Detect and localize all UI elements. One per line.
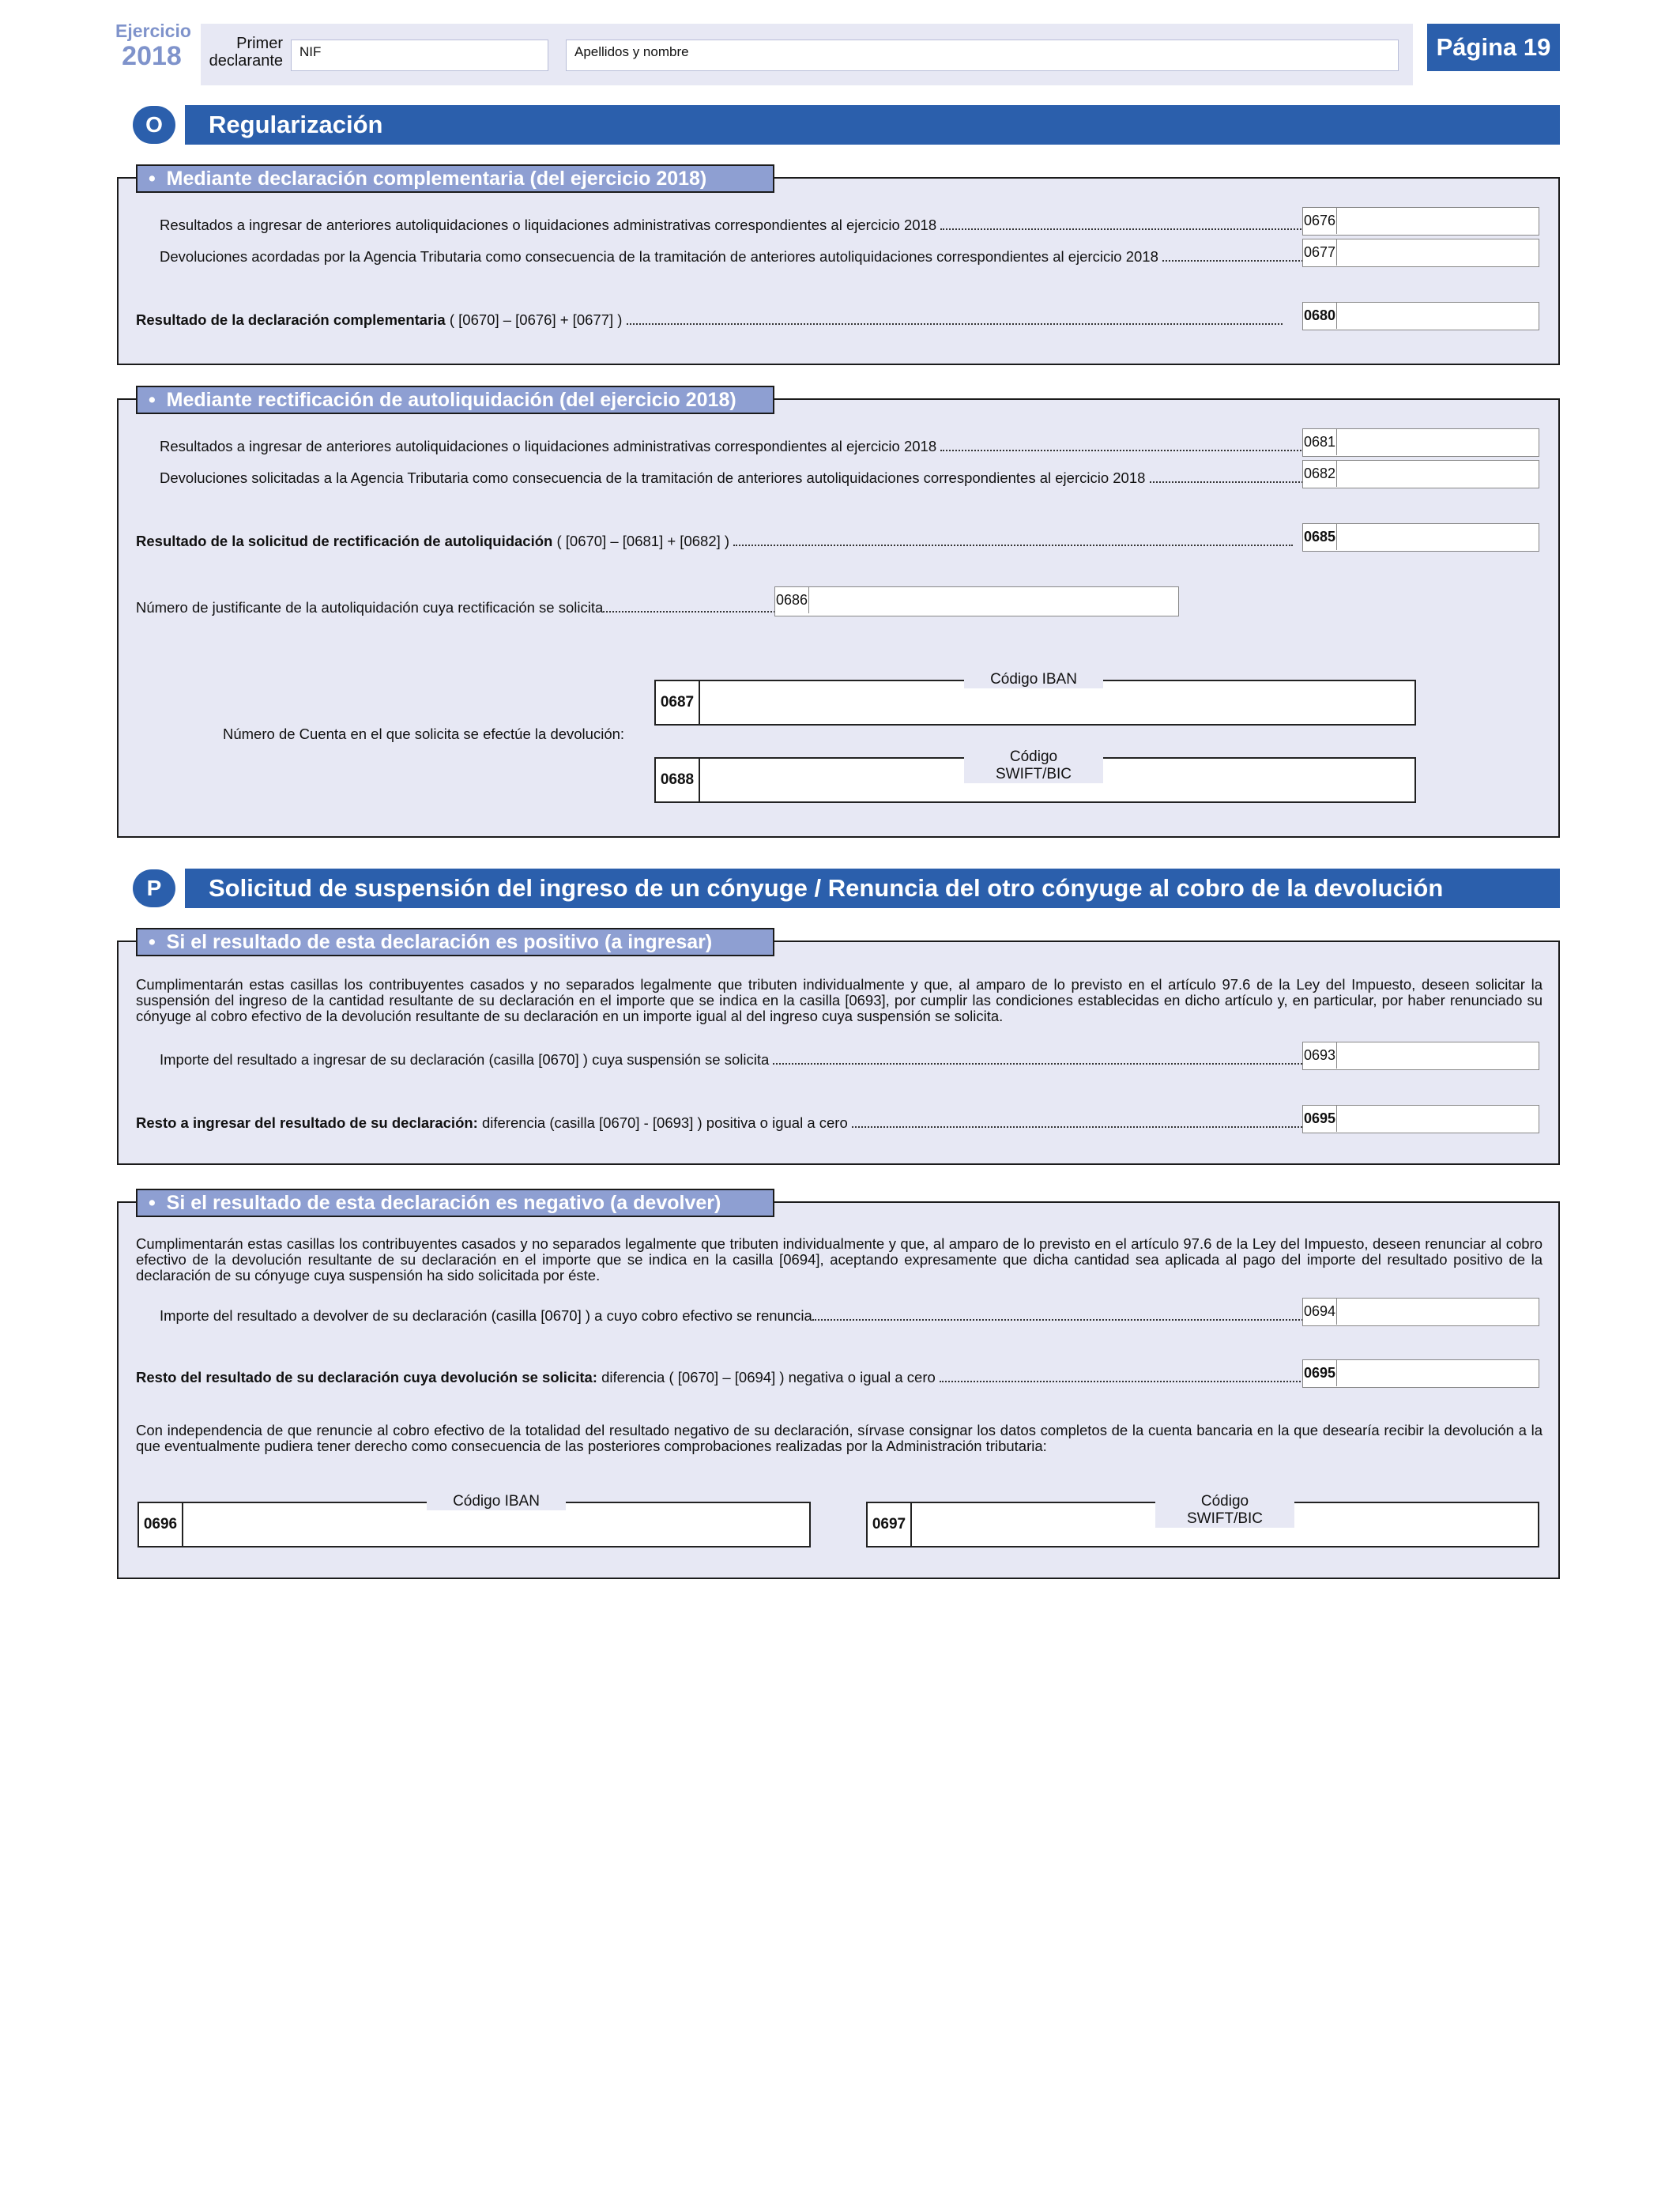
complementaria-box	[117, 177, 1560, 365]
negativo-paragraph: Cumplimentarán estas casillas los contribuyentes casados y no separados legalmente que tributen individualmente y que, al amparo de lo previsto en el artículo 97.6 de la Ley del Impuesto, deseen renunciar al cobro efectivo de la devolución resultante de su declaración en el importe que se indica en la casilla [0694], aceptando expresamente que dicha cantidad sea aplicada al pago del importe del resultado positivo de la declaración de su cónyuge cuya suspensión ha sido solicitada por éste.	[136, 1235, 1543, 1284]
field-0680[interactable]: 0680	[1302, 302, 1539, 330]
row-0693-label: Importe del resultado a ingresar de su declaración (casilla [0670] ) cuya suspensión se solicita	[160, 1051, 1290, 1069]
section-o-letter: O	[133, 106, 175, 144]
iban-label: Código IBAN	[964, 671, 1103, 688]
row-0695-negativo-label: Resto del resultado de su declaración cuya devolución se solicita: diferencia ( [0670] – [0694] ) negativa o igual a cero	[136, 1369, 1290, 1386]
negativo-tab: • Si el resultado de esta declaración es negativo (a devolver)	[136, 1189, 774, 1217]
row-0695-positivo-label: Resto a ingresar del resultado de su declaración: diferencia (casilla [0670] - [0693] ) positiva o igual a cero	[136, 1114, 1290, 1132]
field-0687-iban[interactable]: 0687	[654, 680, 1416, 726]
cuenta-paragraph: Con independencia de que renuncie al cobro efectivo de la totalidad del resultado negativo de su declaración, sírvase consignar los datos completos de la cuenta bancaria en la que desearía recibir la devolución a la que eventualmente pudiera tener derecho como consecuencia de las posteriores comprobaciones realizadas por la Administración tributaria:	[136, 1422, 1543, 1454]
apellidos-nombre-field[interactable]: Apellidos y nombre	[566, 40, 1399, 71]
row-0676-label: Resultados a ingresar de anteriores autoliquidaciones o liquidaciones administrativas correspondientes al ejercicio 2018	[160, 217, 1290, 234]
field-0686[interactable]: 0686	[774, 586, 1179, 616]
field-0695-positivo[interactable]: 0695	[1302, 1105, 1539, 1133]
section-p-letter: P	[133, 869, 175, 907]
page-number-badge: Página 19	[1427, 24, 1560, 71]
field-0688-swift[interactable]: 0688	[654, 757, 1416, 803]
ejercicio-label: Ejercicio	[115, 21, 191, 41]
field-0697-swift[interactable]: 0697	[866, 1502, 1539, 1547]
row-0680-label: Resultado de la declaración complementaria ( [0670] – [0676] + [0677] )	[136, 311, 1290, 329]
row-0694-label: Importe del resultado a devolver de su declaración (casilla [0670] ) a cuyo cobro efectivo se renuncia	[160, 1307, 1290, 1325]
justificante-label: Número de justificante de la autoliquidación cuya rectificación se solicita	[136, 599, 768, 616]
section-p-title: Solicitud de suspensión del ingreso de un cónyuge / Renuncia del otro cónyuge al cobro de la devolución	[185, 869, 1560, 908]
row-0681-label: Resultados a ingresar de anteriores autoliquidaciones o liquidaciones administrativas correspondientes al ejercicio 2018	[160, 438, 1290, 455]
field-0696-iban[interactable]: 0696	[137, 1502, 811, 1547]
complementaria-tab: • Mediante declaración complementaria (del ejercicio 2018)	[136, 164, 774, 193]
nif-field[interactable]: NIF	[291, 40, 548, 71]
positivo-tab: • Si el resultado de esta declaración es positivo (a ingresar)	[136, 928, 774, 956]
row-0677-label: Devoluciones acordadas por la Agencia Tributaria como consecuencia de la tramitación de anteriores autoliquidaciones correspondientes al ejercicio 2018	[160, 248, 1290, 266]
swift-label-2: Código SWIFT/BIC	[1155, 1493, 1294, 1528]
field-0676[interactable]: 0676	[1302, 207, 1539, 236]
field-0695-negativo[interactable]: 0695	[1302, 1359, 1539, 1388]
field-0681[interactable]: 0681	[1302, 428, 1539, 457]
field-0694[interactable]: 0694	[1302, 1298, 1539, 1326]
row-0682-label: Devoluciones solicitadas a la Agencia Tributaria como consecuencia de la tramitación de anteriores autoliquidaciones correspondientes al ejercicio 2018	[160, 469, 1290, 487]
ejercicio-year: 2018	[122, 41, 182, 71]
cuenta-devolucion-label: Número de Cuenta en el que solicita se efectúe la devolución:	[223, 726, 625, 742]
field-0685[interactable]: 0685	[1302, 523, 1539, 552]
field-0677[interactable]: 0677	[1302, 239, 1539, 267]
field-0682[interactable]: 0682	[1302, 460, 1539, 488]
row-0685-label: Resultado de la solicitud de rectificación de autoliquidación ( [0670] – [0681] + [0682] )	[136, 533, 1290, 550]
swift-label: Código SWIFT/BIC	[964, 748, 1103, 783]
primer-declarante-label: Primer declarante	[209, 35, 283, 70]
positivo-paragraph: Cumplimentarán estas casillas los contribuyentes casados y no separados legalmente que tributen individualmente y que, al amparo de lo previsto en el artículo 97.6 de la Ley del Impuesto, deseen solicitar la suspensión del ingreso de la cantidad resultante de su declaración en el importe que se indica en la casilla [0693], por cumplir las condiciones establecidas en dicho artículo y, en particular, por haber renunciado su cónyuge al cobro efectivo de la devolución resultante de su declaración en un importe igual al del ingreso cuya suspensión se solicita.	[136, 976, 1543, 1024]
section-o-title: Regularización	[185, 105, 1560, 145]
field-0693[interactable]: 0693	[1302, 1042, 1539, 1070]
rectificacion-tab: • Mediante rectificación de autoliquidación (del ejercicio 2018)	[136, 386, 774, 414]
iban-label-2: Código IBAN	[427, 1493, 566, 1510]
